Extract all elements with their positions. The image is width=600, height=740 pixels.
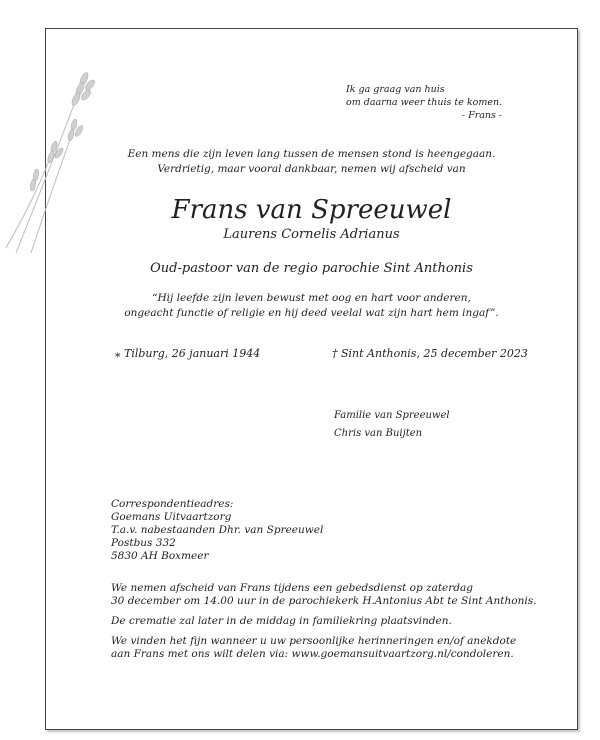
memories-line: aan Frans met ons wilt delen via: www.goemansuitvaartzorg.nl/condoleren. <box>111 648 514 660</box>
family-signatories <box>334 407 450 443</box>
correspondence-address <box>111 498 323 563</box>
intro-line: Verdrietig, maar vooral dankbaar, nemen wij afscheid van <box>157 163 466 175</box>
deceased-role: Oud-pastoor van de regio parochie Sint Anthonis <box>150 261 473 276</box>
address-line: 5830 AH Boxmeer <box>111 550 209 562</box>
memories-notice <box>111 635 536 661</box>
ceremony-line: We nemen afscheid van Frans tijdens een gebedsdienst op zaterdag <box>111 582 473 594</box>
family-line: Familie van Spreeuwel <box>334 410 450 421</box>
death-notice-card <box>45 28 578 730</box>
intro-line: Een mens die zijn leven lang tussen de mensen stond is heengegaan. <box>127 148 496 160</box>
deceased-full-name: Laurens Cornelis Adrianus <box>223 227 400 242</box>
motto <box>346 83 502 122</box>
quote-line: ongeacht functie of religie en hij deed veelal wat zijn hart hem ingaf”. <box>124 307 499 319</box>
address-heading: Correspondentieadres: <box>111 498 234 510</box>
funeral-notices <box>111 582 536 668</box>
memories-line: We vinden het fijn wanneer u uw persoonlijke herinneringen en/of anekdote <box>111 635 517 647</box>
address-line: Goemans Uitvaartzorg <box>111 511 232 523</box>
motto-line: Ik ga graag van huis <box>346 84 445 95</box>
quote <box>46 291 577 321</box>
quote-line: “Hij leefde zijn leven bewust met oog en hart voor anderen, <box>152 292 471 304</box>
family-line: Chris van Buijten <box>334 428 423 439</box>
motto-line: om daarna weer thuis te komen. <box>346 97 503 108</box>
address-line: Postbus 332 <box>111 537 176 549</box>
address-line: T.a.v. nabestaanden Dhr. van Spreeuwel <box>111 524 324 536</box>
motto-signature: - Frans - <box>461 110 503 121</box>
ceremony-line: 30 december om 14.00 uur in de parochiekerk H.Antonius Abt te Sint Anthonis. <box>111 595 537 607</box>
deceased-name: Frans van Spreeuwel <box>171 195 452 225</box>
intro-text <box>46 147 577 177</box>
birth-date: ⁎ Tilburg, 26 januari 1944 <box>115 347 261 360</box>
cremation-notice: De crematie zal later in de middag in familiekring plaatsvinden. <box>111 615 452 627</box>
death-date: † Sint Anthonis, 25 december 2023 <box>332 347 528 360</box>
ceremony-notice <box>111 582 536 608</box>
